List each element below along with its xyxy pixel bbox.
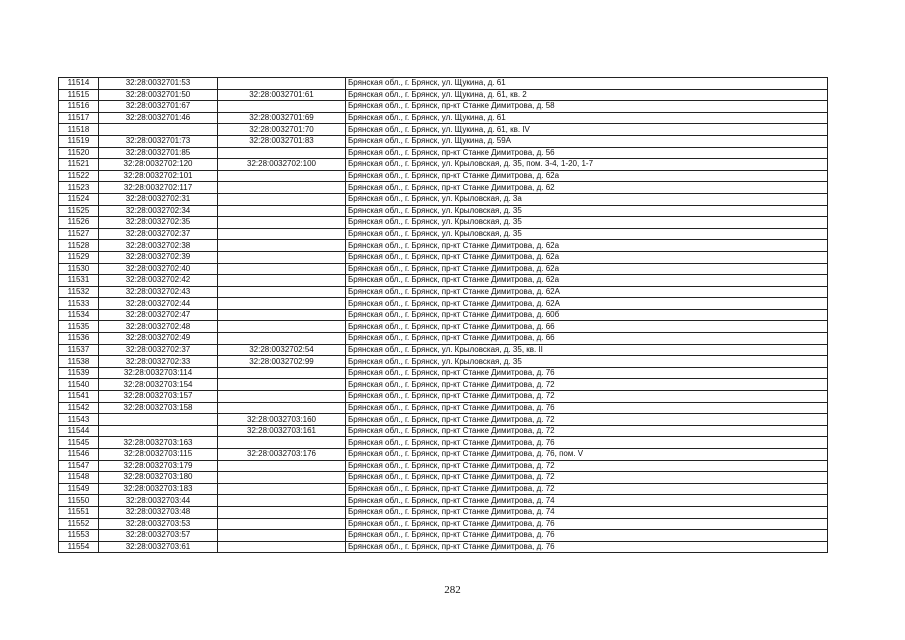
- address-cell: Брянская обл., г. Брянск, пр-кт Станке Димитрова, д. 62а: [346, 251, 828, 263]
- table-row: [59, 147, 828, 159]
- address-cell: Брянская обл., г. Брянск, пр-кт Станке Димитрова, д. 72: [346, 414, 828, 426]
- cadastral-number-cell: 32:28:0032702:48: [99, 321, 218, 333]
- cadastral-number-cell: 32:28:0032703:154: [99, 379, 218, 391]
- row-number-cell: 11543: [59, 414, 99, 426]
- row-number-cell: 11534: [59, 309, 99, 321]
- address-cell: Брянская обл., г. Брянск, ул. Крыловская, д. 35: [346, 217, 828, 229]
- cadastral-number-cell: 32:28:0032702:101: [99, 170, 218, 182]
- cadastral-number-cell: 32:28:0032702:40: [99, 263, 218, 275]
- row-number-cell: 11554: [59, 541, 99, 553]
- related-cadastral-number-cell: [218, 170, 346, 182]
- cadastral-number-cell: [99, 414, 218, 426]
- table-row: [59, 89, 828, 101]
- registry-table-body: [59, 78, 828, 553]
- related-cadastral-number-cell: [218, 205, 346, 217]
- related-cadastral-number-cell: [218, 530, 346, 542]
- related-cadastral-number-cell: [218, 506, 346, 518]
- address-cell: Брянская обл., г. Брянск, ул. Крыловская, д. 35: [346, 228, 828, 240]
- table-row: [59, 251, 828, 263]
- address-cell: Брянская обл., г. Брянск, ул. Щукина, д. 61, кв. 2: [346, 89, 828, 101]
- cadastral-number-cell: 32:28:0032703:183: [99, 483, 218, 495]
- row-number-cell: 11532: [59, 286, 99, 298]
- row-number-cell: 11537: [59, 344, 99, 356]
- table-row: [59, 344, 828, 356]
- address-cell: Брянская обл., г. Брянск, пр-кт Станке Димитрова, д. 62а: [346, 170, 828, 182]
- page-number: 282: [444, 584, 461, 596]
- cadastral-number-cell: 32:28:0032702:31: [99, 193, 218, 205]
- address-cell: Брянская обл., г. Брянск, ул. Крыловская, д. 3а: [346, 193, 828, 205]
- row-number-cell: 11542: [59, 402, 99, 414]
- table-row: [59, 263, 828, 275]
- address-cell: Брянская обл., г. Брянск, пр-кт Станке Димитрова, д. 72: [346, 391, 828, 403]
- cadastral-number-cell: 32:28:0032702:44: [99, 298, 218, 310]
- cadastral-number-cell: 32:28:0032701:67: [99, 101, 218, 113]
- related-cadastral-number-cell: [218, 379, 346, 391]
- table-row: [59, 367, 828, 379]
- table-row: [59, 518, 828, 530]
- table-row: [59, 460, 828, 472]
- related-cadastral-number-cell: [218, 228, 346, 240]
- related-cadastral-number-cell: [218, 437, 346, 449]
- cadastral-number-cell: 32:28:0032702:43: [99, 286, 218, 298]
- address-cell: Брянская обл., г. Брянск, пр-кт Станке Димитрова, д. 76: [346, 437, 828, 449]
- related-cadastral-number-cell: [218, 101, 346, 113]
- cadastral-number-cell: 32:28:0032703:157: [99, 391, 218, 403]
- row-number-cell: 11538: [59, 356, 99, 368]
- related-cadastral-number-cell: [218, 78, 346, 90]
- related-cadastral-number-cell: [218, 147, 346, 159]
- row-number-cell: 11522: [59, 170, 99, 182]
- row-number-cell: 11517: [59, 112, 99, 124]
- related-cadastral-number-cell: [218, 251, 346, 263]
- related-cadastral-number-cell: [218, 286, 346, 298]
- address-cell: Брянская обл., г. Брянск, пр-кт Станке Димитрова, д. 72: [346, 379, 828, 391]
- table-row: [59, 298, 828, 310]
- row-number-cell: 11516: [59, 101, 99, 113]
- table-row: [59, 506, 828, 518]
- address-cell: Брянская обл., г. Брянск, пр-кт Станке Димитрова, д. 56: [346, 147, 828, 159]
- cadastral-number-cell: 32:28:0032702:33: [99, 356, 218, 368]
- related-cadastral-number-cell: 32:28:0032703:161: [218, 425, 346, 437]
- row-number-cell: 11552: [59, 518, 99, 530]
- table-row: [59, 135, 828, 147]
- related-cadastral-number-cell: [218, 193, 346, 205]
- cadastral-number-cell: 32:28:0032703:114: [99, 367, 218, 379]
- cadastral-number-cell: 32:28:0032702:39: [99, 251, 218, 263]
- related-cadastral-number-cell: 32:28:0032703:160: [218, 414, 346, 426]
- address-cell: Брянская обл., г. Брянск, ул. Крыловская, д. 35, кв. II: [346, 344, 828, 356]
- table-row: [59, 193, 828, 205]
- related-cadastral-number-cell: [218, 309, 346, 321]
- table-row: [59, 217, 828, 229]
- cadastral-number-cell: 32:28:0032703:115: [99, 449, 218, 461]
- row-number-cell: 11544: [59, 425, 99, 437]
- table-row: [59, 159, 828, 171]
- row-number-cell: 11515: [59, 89, 99, 101]
- row-number-cell: 11521: [59, 159, 99, 171]
- table-row: [59, 101, 828, 113]
- table-row: [59, 379, 828, 391]
- cadastral-number-cell: [99, 425, 218, 437]
- cadastral-number-cell: 32:28:0032701:73: [99, 135, 218, 147]
- address-cell: Брянская обл., г. Брянск, пр-кт Станке Димитрова, д. 62а: [346, 240, 828, 252]
- related-cadastral-number-cell: 32:28:0032702:99: [218, 356, 346, 368]
- related-cadastral-number-cell: [218, 367, 346, 379]
- related-cadastral-number-cell: [218, 275, 346, 287]
- address-cell: Брянская обл., г. Брянск, пр-кт Станке Димитрова, д. 76: [346, 530, 828, 542]
- address-cell: Брянская обл., г. Брянск, ул. Щукина, д. 59А: [346, 135, 828, 147]
- address-cell: Брянская обл., г. Брянск, пр-кт Станке Димитрова, д. 76, пом. V: [346, 449, 828, 461]
- row-number-cell: 11531: [59, 275, 99, 287]
- table-row: [59, 286, 828, 298]
- cadastral-number-cell: 32:28:0032703:163: [99, 437, 218, 449]
- address-cell: Брянская обл., г. Брянск, пр-кт Станке Димитрова, д. 66: [346, 321, 828, 333]
- address-cell: Брянская обл., г. Брянск, пр-кт Станке Димитрова, д. 62А: [346, 298, 828, 310]
- address-cell: Брянская обл., г. Брянск, пр-кт Станке Димитрова, д. 62А: [346, 286, 828, 298]
- row-number-cell: 11535: [59, 321, 99, 333]
- cadastral-number-cell: 32:28:0032703:61: [99, 541, 218, 553]
- row-number-cell: 11524: [59, 193, 99, 205]
- related-cadastral-number-cell: 32:28:0032702:100: [218, 159, 346, 171]
- address-cell: Брянская обл., г. Брянск, пр-кт Станке Димитрова, д. 76: [346, 367, 828, 379]
- table-row: [59, 414, 828, 426]
- related-cadastral-number-cell: [218, 240, 346, 252]
- address-cell: Брянская обл., г. Брянск, пр-кт Станке Димитрова, д. 76: [346, 518, 828, 530]
- row-number-cell: 11520: [59, 147, 99, 159]
- table-row: [59, 240, 828, 252]
- address-cell: Брянская обл., г. Брянск, пр-кт Станке Димитрова, д. 72: [346, 460, 828, 472]
- cadastral-number-cell: 32:28:0032703:179: [99, 460, 218, 472]
- address-cell: Брянская обл., г. Брянск, пр-кт Станке Димитрова, д. 62а: [346, 263, 828, 275]
- cadastral-number-cell: 32:28:0032702:37: [99, 344, 218, 356]
- row-number-cell: 11514: [59, 78, 99, 90]
- related-cadastral-number-cell: [218, 333, 346, 345]
- row-number-cell: 11518: [59, 124, 99, 136]
- row-number-cell: 11545: [59, 437, 99, 449]
- address-cell: Брянская обл., г. Брянск, пр-кт Станке Димитрова, д. 58: [346, 101, 828, 113]
- address-cell: Брянская обл., г. Брянск, пр-кт Станке Димитрова, д. 60б: [346, 309, 828, 321]
- related-cadastral-number-cell: 32:28:0032701:69: [218, 112, 346, 124]
- table-row: [59, 425, 828, 437]
- row-number-cell: 11541: [59, 391, 99, 403]
- table-row: [59, 541, 828, 553]
- cadastral-number-cell: 32:28:0032702:42: [99, 275, 218, 287]
- related-cadastral-number-cell: [218, 182, 346, 194]
- address-cell: Брянская обл., г. Брянск, пр-кт Станке Димитрова, д. 66: [346, 333, 828, 345]
- table-row: [59, 182, 828, 194]
- row-number-cell: 11529: [59, 251, 99, 263]
- table-row: [59, 112, 828, 124]
- address-cell: Брянская обл., г. Брянск, пр-кт Станке Димитрова, д. 62а: [346, 275, 828, 287]
- address-cell: Брянская обл., г. Брянск, ул. Щукина, д. 61: [346, 78, 828, 90]
- table-row: [59, 402, 828, 414]
- cadastral-number-cell: 32:28:0032702:38: [99, 240, 218, 252]
- table-row: [59, 309, 828, 321]
- row-number-cell: 11539: [59, 367, 99, 379]
- address-cell: Брянская обл., г. Брянск, ул. Крыловская, д. 35, пом. 3-4, 1-20, 1-7: [346, 159, 828, 171]
- cadastral-number-cell: 32:28:0032702:34: [99, 205, 218, 217]
- related-cadastral-number-cell: [218, 391, 346, 403]
- row-number-cell: 11528: [59, 240, 99, 252]
- table-row: [59, 275, 828, 287]
- row-number-cell: 11540: [59, 379, 99, 391]
- cadastral-number-cell: 32:28:0032701:85: [99, 147, 218, 159]
- cadastral-number-cell: 32:28:0032701:53: [99, 78, 218, 90]
- address-cell: Брянская обл., г. Брянск, пр-кт Станке Димитрова, д. 62: [346, 182, 828, 194]
- related-cadastral-number-cell: [218, 298, 346, 310]
- table-row: [59, 170, 828, 182]
- row-number-cell: 11527: [59, 228, 99, 240]
- registry-table: [58, 77, 828, 553]
- table-row: [59, 483, 828, 495]
- cadastral-number-cell: 32:28:0032702:47: [99, 309, 218, 321]
- related-cadastral-number-cell: [218, 263, 346, 275]
- related-cadastral-number-cell: 32:28:0032703:176: [218, 449, 346, 461]
- table-row: [59, 449, 828, 461]
- related-cadastral-number-cell: [218, 483, 346, 495]
- row-number-cell: 11523: [59, 182, 99, 194]
- cadastral-number-cell: 32:28:0032703:180: [99, 472, 218, 484]
- related-cadastral-number-cell: 32:28:0032701:70: [218, 124, 346, 136]
- table-row: [59, 356, 828, 368]
- row-number-cell: 11553: [59, 530, 99, 542]
- table-row: [59, 321, 828, 333]
- related-cadastral-number-cell: [218, 518, 346, 530]
- row-number-cell: 11525: [59, 205, 99, 217]
- related-cadastral-number-cell: [218, 402, 346, 414]
- table-row: [59, 437, 828, 449]
- related-cadastral-number-cell: [218, 541, 346, 553]
- table-row: [59, 530, 828, 542]
- address-cell: Брянская обл., г. Брянск, ул. Щукина, д. 61, кв. IV: [346, 124, 828, 136]
- row-number-cell: 11551: [59, 506, 99, 518]
- table-row: [59, 391, 828, 403]
- cadastral-number-cell: 32:28:0032703:53: [99, 518, 218, 530]
- related-cadastral-number-cell: 32:28:0032701:61: [218, 89, 346, 101]
- address-cell: Брянская обл., г. Брянск, пр-кт Станке Димитрова, д. 74: [346, 495, 828, 507]
- table-row: [59, 228, 828, 240]
- address-cell: Брянская обл., г. Брянск, ул. Крыловская, д. 35: [346, 356, 828, 368]
- cadastral-number-cell: 32:28:0032703:44: [99, 495, 218, 507]
- table-row: [59, 205, 828, 217]
- row-number-cell: 11533: [59, 298, 99, 310]
- cadastral-number-cell: 32:28:0032703:158: [99, 402, 218, 414]
- row-number-cell: 11550: [59, 495, 99, 507]
- cadastral-number-cell: 32:28:0032702:120: [99, 159, 218, 171]
- table-row: [59, 124, 828, 136]
- row-number-cell: 11546: [59, 449, 99, 461]
- address-cell: Брянская обл., г. Брянск, пр-кт Станке Димитрова, д. 74: [346, 506, 828, 518]
- row-number-cell: 11548: [59, 472, 99, 484]
- address-cell: Брянская обл., г. Брянск, пр-кт Станке Димитрова, д. 72: [346, 425, 828, 437]
- related-cadastral-number-cell: [218, 217, 346, 229]
- cadastral-number-cell: 32:28:0032702:49: [99, 333, 218, 345]
- related-cadastral-number-cell: [218, 321, 346, 333]
- row-number-cell: 11526: [59, 217, 99, 229]
- cadastral-number-cell: [99, 124, 218, 136]
- cadastral-number-cell: 32:28:0032703:57: [99, 530, 218, 542]
- address-cell: Брянская обл., г. Брянск, пр-кт Станке Димитрова, д. 72: [346, 472, 828, 484]
- row-number-cell: 11547: [59, 460, 99, 472]
- row-number-cell: 11530: [59, 263, 99, 275]
- related-cadastral-number-cell: 32:28:0032702:54: [218, 344, 346, 356]
- related-cadastral-number-cell: [218, 460, 346, 472]
- related-cadastral-number-cell: 32:28:0032701:83: [218, 135, 346, 147]
- table-row: [59, 78, 828, 90]
- row-number-cell: 11519: [59, 135, 99, 147]
- cadastral-number-cell: 32:28:0032702:37: [99, 228, 218, 240]
- related-cadastral-number-cell: [218, 472, 346, 484]
- cadastral-number-cell: 32:28:0032702:35: [99, 217, 218, 229]
- related-cadastral-number-cell: [218, 495, 346, 507]
- address-cell: Брянская обл., г. Брянск, ул. Крыловская, д. 35: [346, 205, 828, 217]
- cadastral-number-cell: 32:28:0032703:48: [99, 506, 218, 518]
- table-row: [59, 333, 828, 345]
- table-row: [59, 495, 828, 507]
- table-row: [59, 472, 828, 484]
- address-cell: Брянская обл., г. Брянск, пр-кт Станке Димитрова, д. 76: [346, 402, 828, 414]
- cadastral-number-cell: 32:28:0032701:46: [99, 112, 218, 124]
- address-cell: Брянская обл., г. Брянск, ул. Щукина, д. 61: [346, 112, 828, 124]
- address-cell: Брянская обл., г. Брянск, пр-кт Станке Димитрова, д. 72: [346, 483, 828, 495]
- cadastral-number-cell: 32:28:0032702:117: [99, 182, 218, 194]
- row-number-cell: 11549: [59, 483, 99, 495]
- address-cell: Брянская обл., г. Брянск, пр-кт Станке Димитрова, д. 76: [346, 541, 828, 553]
- row-number-cell: 11536: [59, 333, 99, 345]
- cadastral-number-cell: 32:28:0032701:50: [99, 89, 218, 101]
